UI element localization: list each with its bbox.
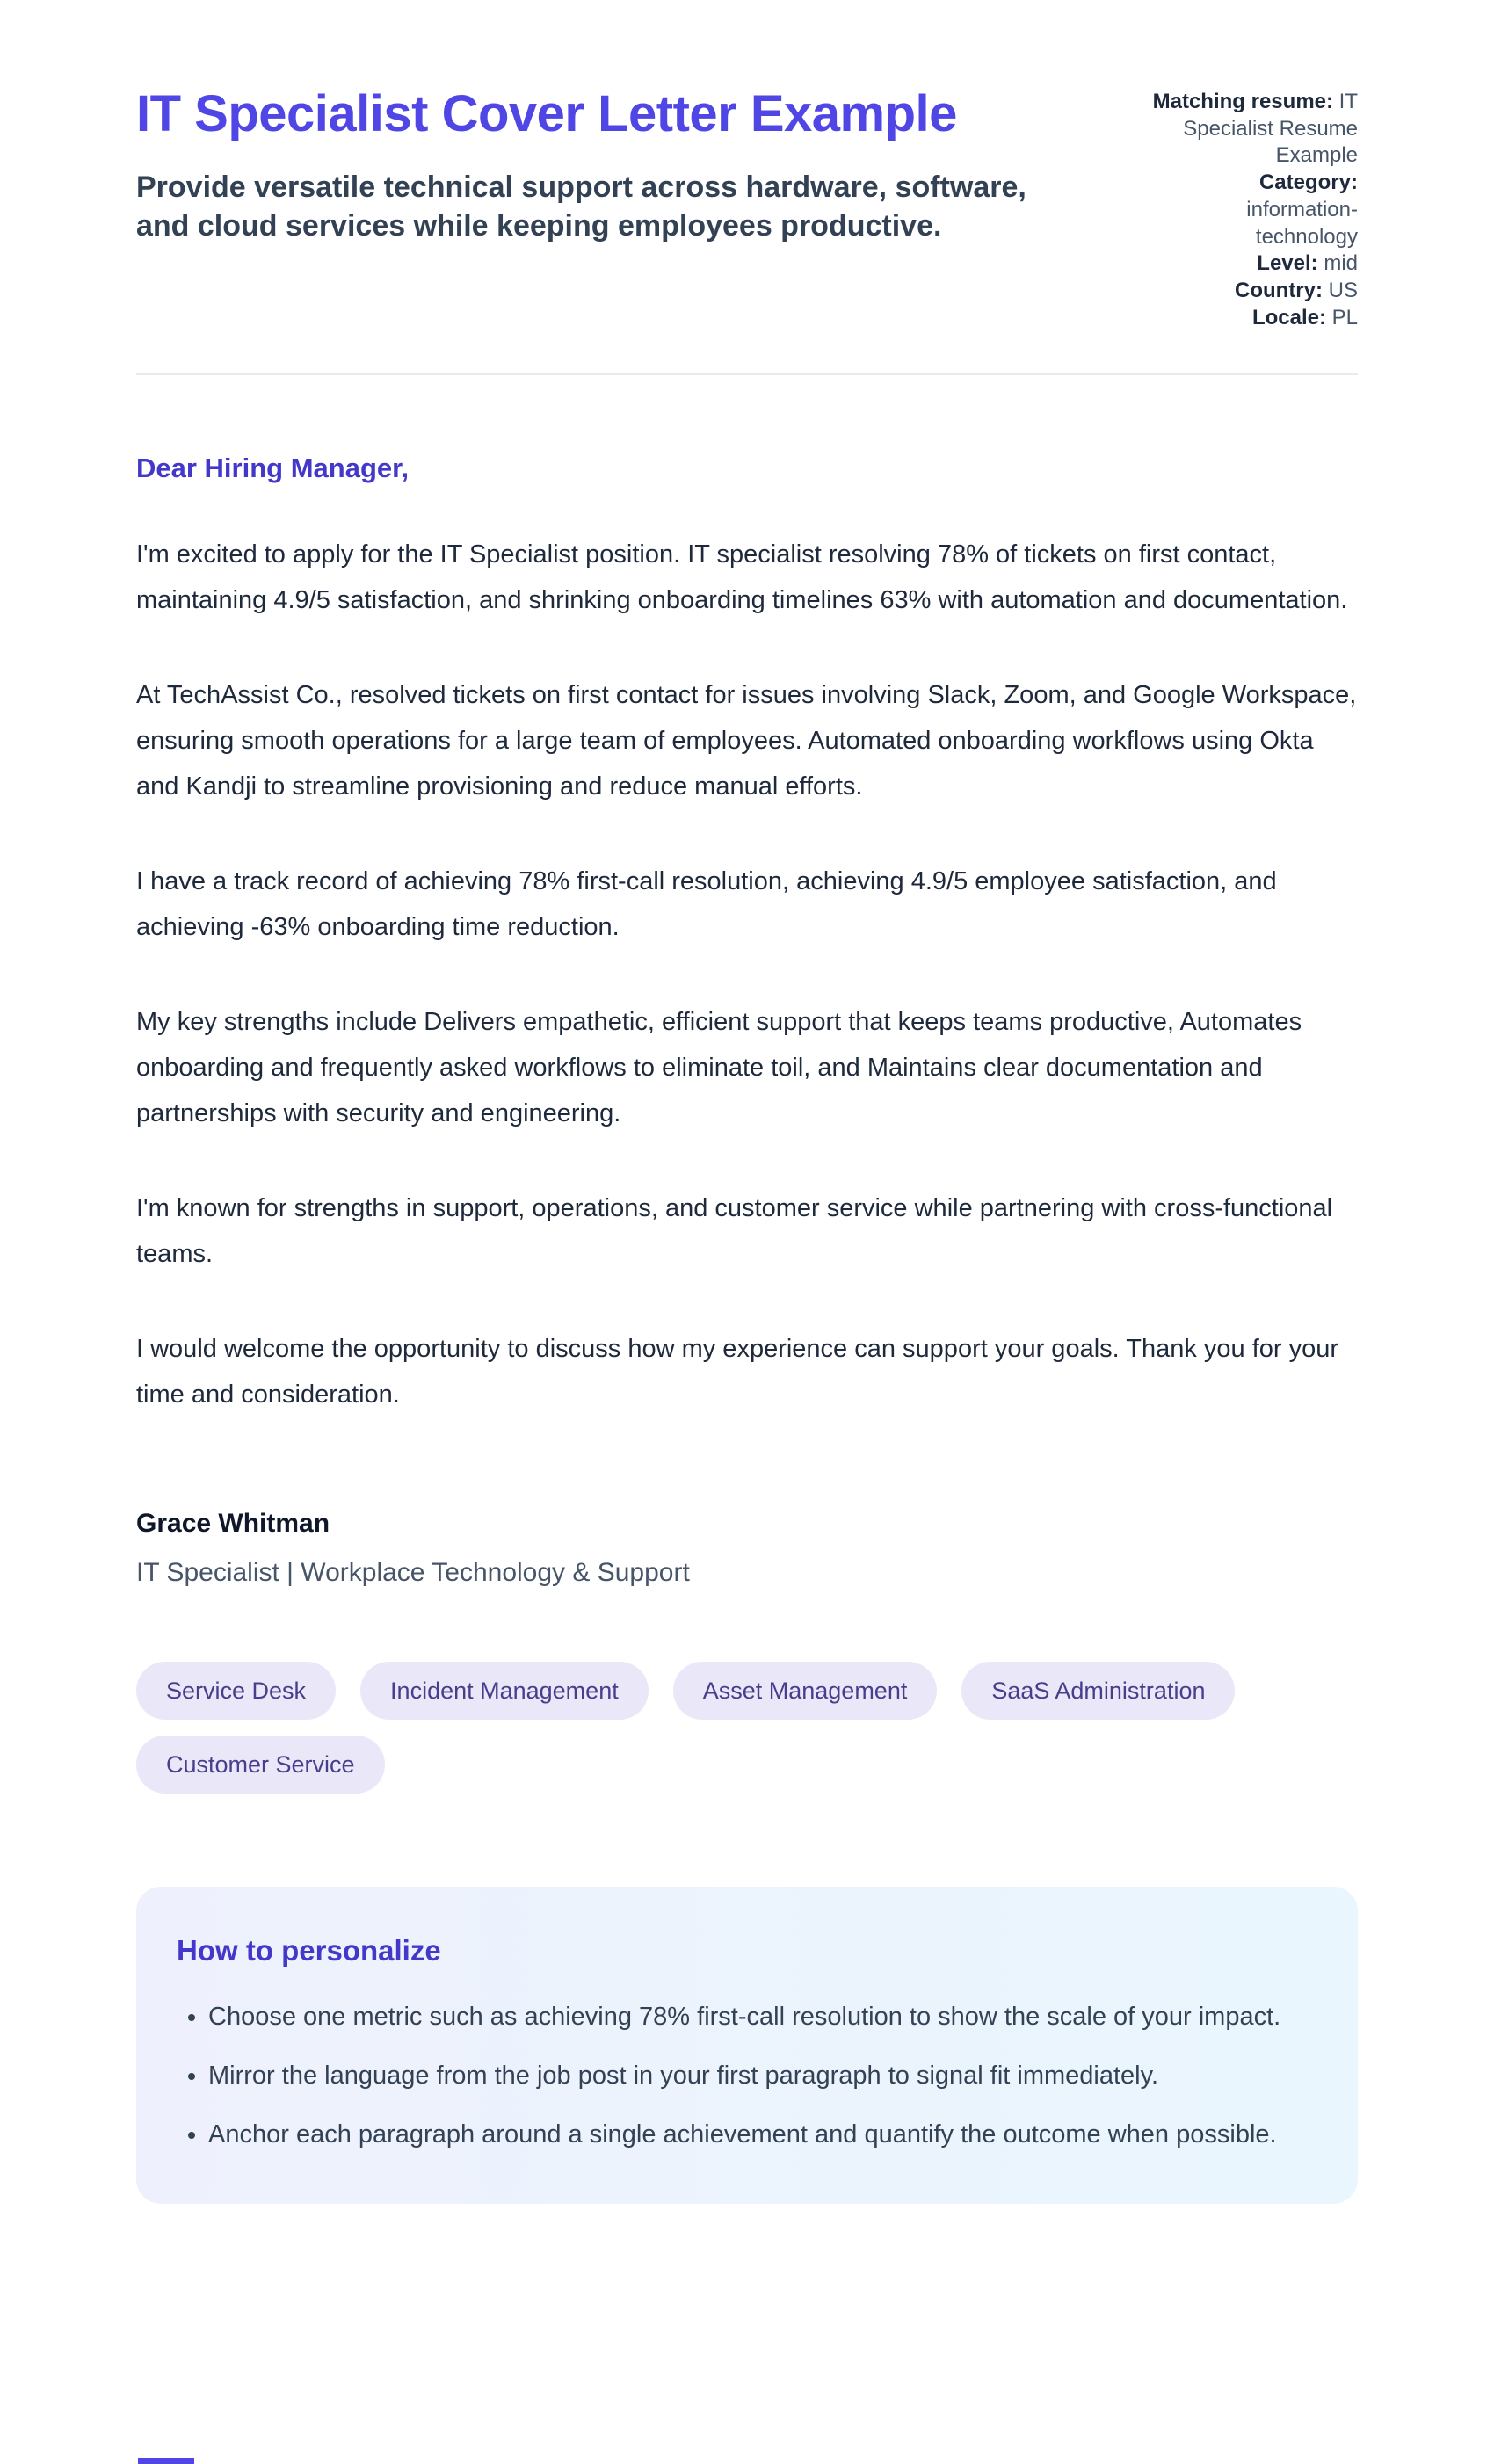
meta-value: IT Specialist Resume Example <box>1183 90 1358 168</box>
letter-paragraph-1: I'm excited to apply for the IT Specialist position. IT specialist resolving 78% of tickets on first contact, maintaining 4.9/5 satisfaction, and shrinking onboarding timelines 63% with automation and documentation. <box>136 540 1348 615</box>
signature-title: IT Specialist | Workplace Technology & Support <box>136 1558 690 1588</box>
meta-value: PL <box>1331 305 1358 330</box>
meta-label: Matching resume: <box>1152 90 1333 113</box>
page-title: IT Specialist Cover Letter Example <box>136 85 957 142</box>
personalize-tip-list <box>177 1994 1317 2158</box>
personalize-tip-3: • Anchor each paragraph around a single achievement and quantify the outcome when possible. <box>208 2112 1317 2158</box>
letter-paragraph-2: At TechAssist Co., resolved tickets on first contact for issues involving Slack, Zoom, and Google Workspace, ensuring smooth operations for a large team of employees. Automated onboarding workflows using Okta and Kandji to streamline provisioning and reduce manual efforts. <box>136 681 1357 801</box>
salutation: Dear Hiring Manager, <box>136 453 410 484</box>
meta-panel <box>1147 83 1358 331</box>
letter-paragraph-4: My key strengths include Delivers empathetic, efficient support that keeps teams productive, Automates onboarding and frequently asked workflows to eliminate toil, and Maintains clear documentation and partnerships with security and engineering. <box>136 1008 1302 1128</box>
header-left <box>136 83 1094 246</box>
meta-value: US <box>1328 279 1358 303</box>
meta-value: information-technology <box>1246 197 1358 249</box>
meta-country <box>1147 278 1358 305</box>
meta-label: Country: <box>1235 279 1323 303</box>
meta-level <box>1147 250 1358 278</box>
meta-label: Locale: <box>1251 305 1326 330</box>
meta-label: Level: <box>1257 251 1318 276</box>
meta-category <box>1147 170 1358 250</box>
letter-paragraph-6: I would welcome the opportunity to discuss how my experience can support your goals. Thank you for your time and consideration. <box>136 1335 1339 1410</box>
signature-name: Grace Whitman <box>136 1509 330 1539</box>
letter-body <box>136 453 1358 2204</box>
tag-customer-service: Customer Service <box>136 1736 385 1794</box>
meta-matching-resume <box>1147 89 1358 170</box>
meta-locale <box>1147 305 1358 332</box>
letter-paragraph-5: I'm known for strengths in support, operations, and customer service while partnering with cross-functional teams. <box>136 1194 1333 1269</box>
personalize-card <box>136 1887 1358 2204</box>
tag-saas-administration: SaaS Administration <box>961 1662 1235 1720</box>
personalize-tip-1: • Choose one metric such as achieving 78% first-call resolution to show the scale of your impact. <box>208 1994 1317 2040</box>
header <box>136 83 1358 331</box>
letter-paragraph-3: I have a track record of achieving 78% first-call resolution, achieving 4.9/5 employee satisfaction, and achieving -63% onboarding time reduction. <box>136 867 1277 942</box>
tag-service-desk: Service Desk <box>136 1662 336 1720</box>
tag-asset-management: Asset Management <box>673 1662 938 1720</box>
header-divider <box>136 373 1358 375</box>
cutoff-footer-element <box>138 2458 194 2464</box>
personalize-tip-2: • Mirror the language from the job post in your first paragraph to signal fit immediately. <box>208 2053 1317 2099</box>
meta-value: mid <box>1324 251 1358 276</box>
personalize-title: How to personalize <box>177 1934 441 1968</box>
tag-list <box>136 1662 1358 1794</box>
tag-incident-management: Incident Management <box>360 1662 649 1720</box>
meta-label: Category: <box>1258 170 1358 195</box>
page-subtitle: Provide versatile technical support across hardware, software, and cloud services while keeping employees productive. <box>136 170 1026 243</box>
